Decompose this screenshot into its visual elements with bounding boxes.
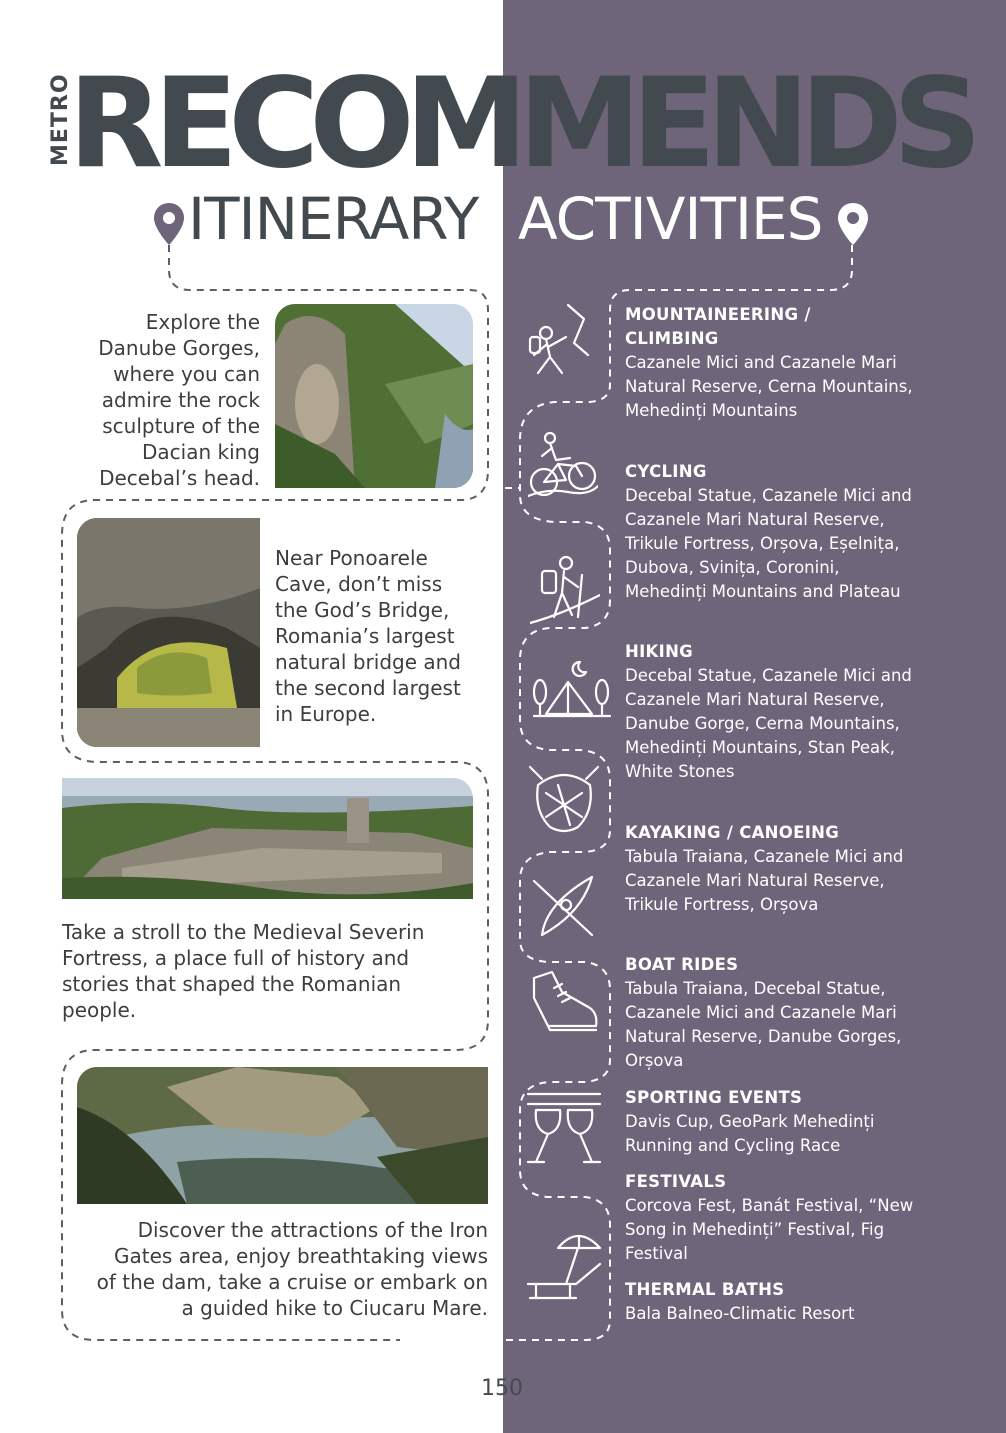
activity-title: MOUNTAINEERING / <box>625 305 811 324</box>
activity-boat-rides <box>625 953 925 1073</box>
metro-label: METRO <box>48 73 73 166</box>
decebal-statue-photo <box>275 304 473 488</box>
itinerary-text-3: Take a stroll to the Medieval Severin Fortress, a place full of history and stories that shaped the Romanian people. <box>62 920 425 1022</box>
severin-fortress-photo <box>62 778 473 899</box>
canoe-icon <box>532 873 598 939</box>
tent-icon <box>532 652 612 722</box>
activity-sporting-events <box>625 1086 925 1158</box>
page-number: 150 <box>481 1376 523 1401</box>
masthead-recom: RECOM <box>68 52 518 196</box>
activity-title: FESTIVALS <box>625 1172 727 1191</box>
itinerary-text-1: Explore the Danube Gorges, where you can admire the rock sculpture of the Dacian king Decebal’s head. <box>98 310 260 490</box>
activity-title-line2: CLIMBING <box>625 329 719 348</box>
activity-title: CYCLING <box>625 462 707 481</box>
sneaker-icon <box>528 968 600 1034</box>
sunbed-icon <box>526 1228 604 1302</box>
activity-festivals <box>625 1170 925 1266</box>
activity-cycling <box>625 460 925 604</box>
iron-gates-photo <box>77 1067 488 1204</box>
activity-desc: Decebal Statue, Cazanele Mici and Cazanele Mari Natural Reserve, Trikule Fortress, Orșova, Eșelnița, Dubova, Svinița, Coronini, Mehedinți Mountains and Plateau <box>625 486 912 601</box>
masthead-title <box>68 52 973 196</box>
activity-desc: Tabula Traiana, Cazanele Mici and Cazanele Mari Natural Reserve, Trikule Fortress, Orșova <box>625 847 904 914</box>
cycling-icon <box>528 430 598 500</box>
activity-title: KAYAKING / CANOEING <box>625 823 840 842</box>
activity-title: BOAT RIDES <box>625 955 739 974</box>
activity-desc: Tabula Traiana, Decebal Statue, Cazanele Mici and Cazanele Mari Natural Reserve, Danube Gorges, Orșova <box>625 979 902 1070</box>
gods-bridge-photo <box>77 518 260 747</box>
activity-thermal-baths <box>625 1278 925 1326</box>
location-pin-icon <box>836 201 870 247</box>
activity-desc: Bala Balneo-Climatic Resort <box>625 1304 855 1323</box>
activity-desc: Corcova Fest, Banát Festival, “New Song in Mehedinți” Festival, Fig Festival <box>625 1196 914 1263</box>
hiking-icon <box>530 555 600 625</box>
activity-mountaineering <box>625 303 925 423</box>
activity-hiking <box>625 640 925 784</box>
location-pin-icon <box>152 201 186 247</box>
itinerary-text-4: Discover the attractions of the Iron Gates area, enjoy breathtaking views of the dam, take a cruise or embark on a guided hike to Ciucaru Mare. <box>96 1218 488 1320</box>
activity-desc: Davis Cup, GeoPark Mehedinți Running and Cycling Race <box>625 1112 875 1155</box>
activity-kayaking <box>625 821 925 917</box>
activity-title: HIKING <box>625 642 694 661</box>
activity-title: THERMAL BATHS <box>625 1280 785 1299</box>
climbing-icon <box>528 303 592 379</box>
activity-desc: Decebal Statue, Cazanele Mici and Cazanele Mari Natural Reserve, Danube Gorge, Cerna Mountains, Mehedinți Mountains, Stan Peak, White Stones <box>625 666 912 781</box>
masthead-mends: MENDS <box>518 52 973 196</box>
activities-heading: ACTIVITIES <box>518 185 823 253</box>
itinerary-heading: ITINERARY <box>188 185 479 253</box>
activity-desc: Cazanele Mici and Cazanele Mari Natural Reserve, Cerna Mountains, Mehedinți Mountains <box>625 353 913 420</box>
kayak-icon <box>528 765 600 837</box>
cheers-icon <box>526 1090 602 1166</box>
activity-title: SPORTING EVENTS <box>625 1088 803 1107</box>
itinerary-text-2: Near Ponoarele Cave, don’t miss the God’s Bridge, Romania’s largest natural bridge and the second largest in Europe. <box>275 546 461 726</box>
